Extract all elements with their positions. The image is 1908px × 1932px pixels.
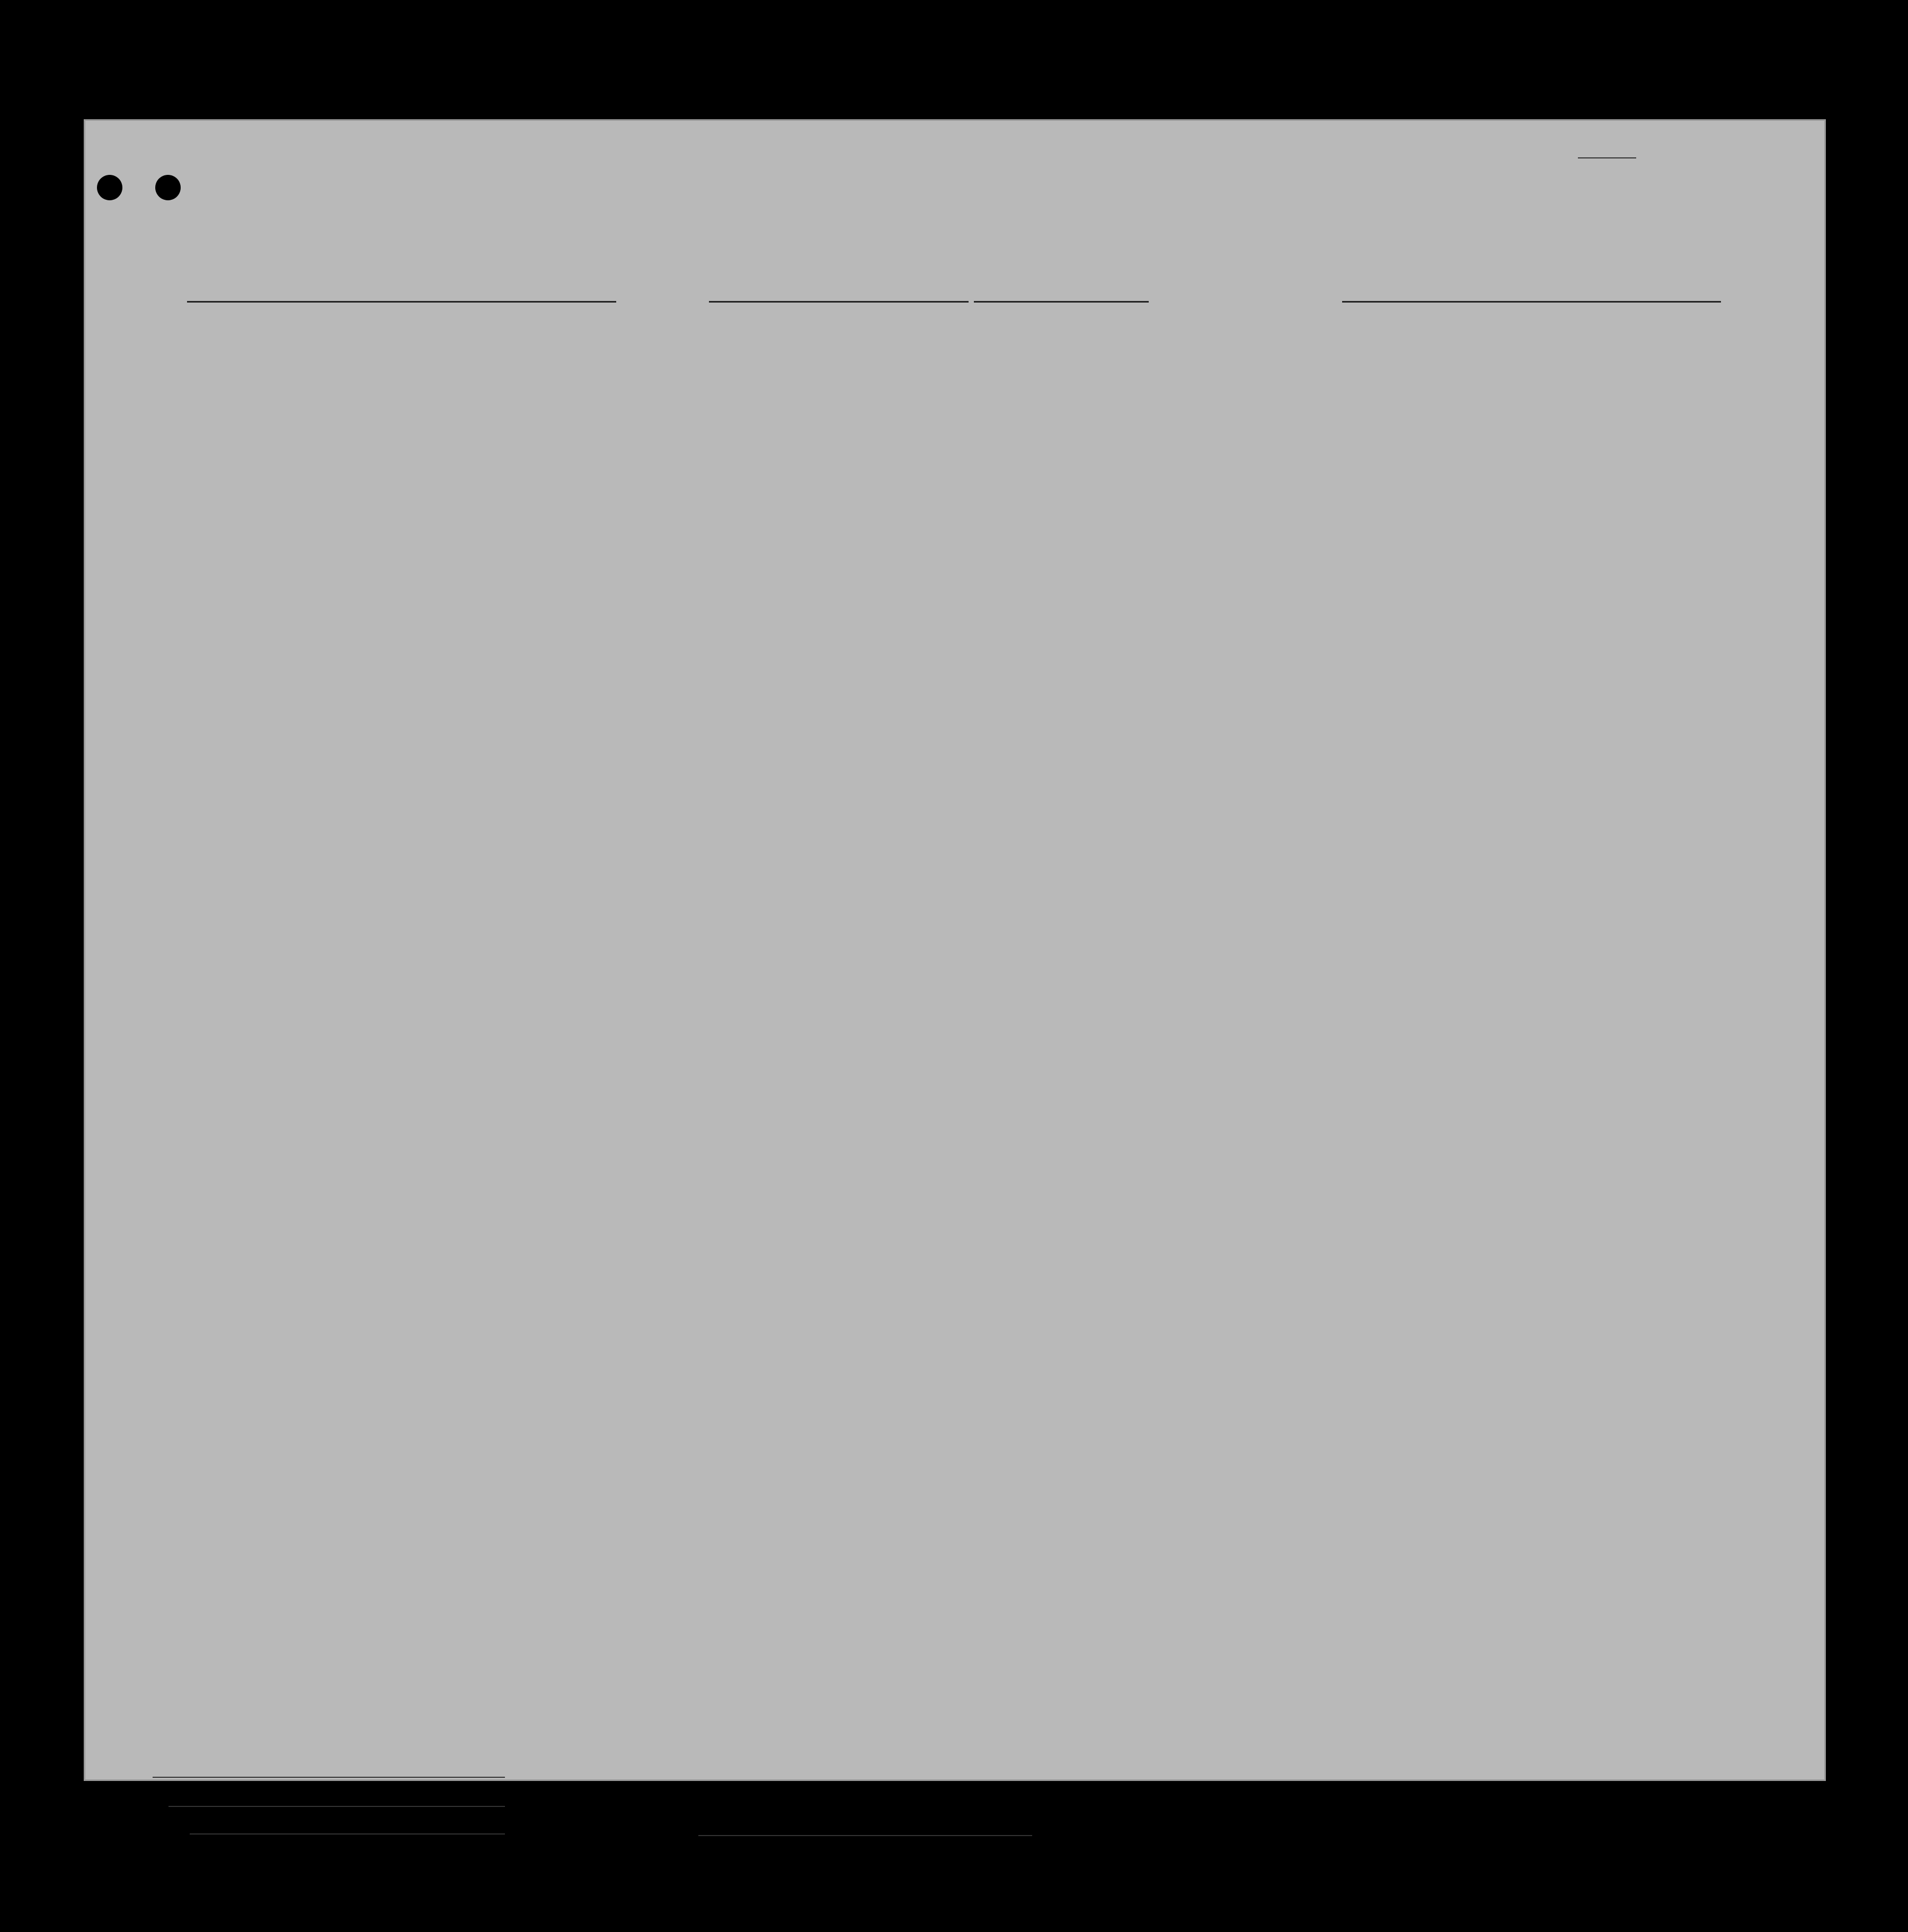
manifest-sheet [84, 119, 1826, 1781]
punch-hole [57, 1561, 83, 1586]
vessel-line [137, 273, 1726, 305]
punch-hole [57, 686, 83, 712]
sheet-number [1578, 145, 1636, 163]
punch-hole [57, 1341, 83, 1366]
punch-hole [97, 175, 122, 200]
punch-hole [57, 281, 83, 306]
punch-hole [57, 1243, 83, 1268]
side-handwriting [0, 758, 178, 858]
sheet-value [1578, 157, 1636, 158]
crew-table [84, 305, 1826, 1749]
punch-hole [57, 1696, 83, 1721]
punch-hole [155, 175, 181, 200]
punch-hole [57, 596, 83, 622]
